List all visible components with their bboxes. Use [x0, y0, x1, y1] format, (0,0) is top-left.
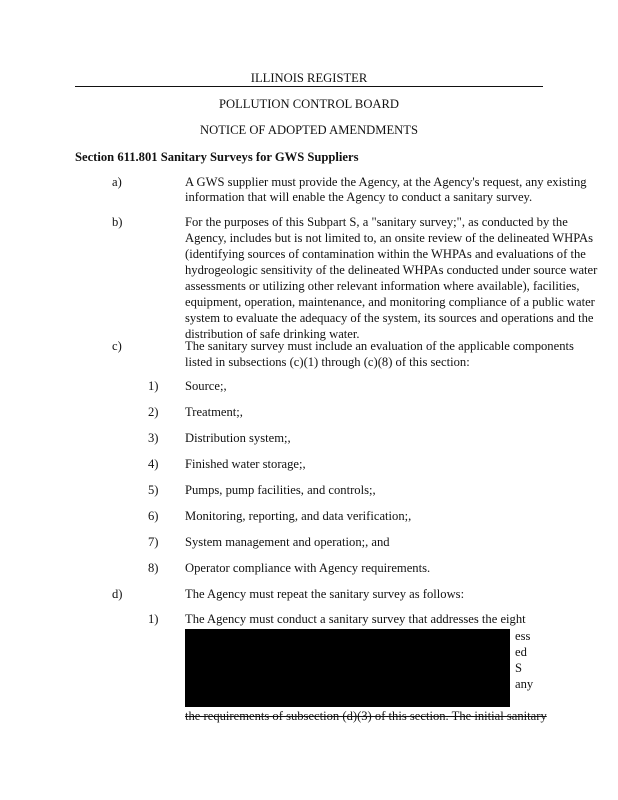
text-fragment: ess [515, 629, 531, 643]
notice-title: NOTICE OF ADOPTED AMENDMENTS [200, 123, 418, 137]
text-line: information that will enable the Agency to conduct a sanitary survey. [185, 190, 533, 204]
text-line: hydrogeologic sensitivity of the delineated WHPAs conducted under source water [185, 263, 598, 277]
header-rule [75, 86, 543, 87]
component-item: System management and operation;, and [185, 535, 390, 549]
component-item: Distribution system;, [185, 431, 291, 445]
text-fragment: any [515, 677, 534, 691]
component-item: Pumps, pump facilities, and controls;, [185, 483, 376, 497]
item-number: 7) [148, 535, 159, 549]
text-line: A GWS supplier must provide the Agency, at the Agency's request, any existing [185, 175, 587, 189]
item-number: 5) [148, 483, 159, 497]
item-number: 3) [148, 431, 159, 445]
component-item: Source;, [185, 379, 227, 393]
text-line: The sanitary survey must include an evaluation of the applicable components [185, 339, 574, 353]
item-number: 8) [148, 561, 159, 575]
component-item: Monitoring, reporting, and data verification;, [185, 509, 412, 523]
text-line: (identifying sources of contamination within the WHPAs and evaluations of the [185, 247, 586, 261]
subsection-label: c) [112, 339, 122, 353]
component-item: Finished water storage;, [185, 457, 306, 471]
text-line: equipment, operation, maintenance, and monitoring compliance of a public water [185, 295, 595, 309]
subsection-label: b) [112, 215, 123, 229]
text-line: The Agency must repeat the sanitary survey as follows: [185, 587, 465, 601]
item-number: 6) [148, 509, 159, 523]
text-fragment: ed [515, 645, 527, 659]
item-number: 1) [148, 612, 159, 626]
text-fragment: S [515, 661, 523, 675]
subsection-label: d) [112, 587, 123, 601]
text-line: system to evaluate the adequacy of the system, its sources and operations and the [185, 311, 594, 325]
text-line: The Agency must conduct a sanitary survey that addresses the eight [185, 612, 526, 626]
section-title: Section 611.801 Sanitary Surveys for GWS Suppliers [75, 150, 359, 164]
item-number: 1) [148, 379, 159, 393]
item-number: 4) [148, 457, 159, 471]
register-title: ILLINOIS REGISTER [250, 71, 368, 85]
text-line: For the purposes of this Subpart S, a "sanitary survey;", as conducted by the [185, 215, 568, 229]
component-item: Treatment;, [185, 405, 243, 419]
item-number: 2) [148, 405, 159, 419]
redaction-block [185, 629, 510, 707]
text-line: assessments or utilizing other relevant information where available), facilities, [185, 279, 580, 293]
text-line: listed in subsections (c)(1) through (c)(8) of this section: [185, 355, 470, 369]
subsection-label: a) [112, 175, 122, 189]
struck-text-line: the requirements of subsection (d)(3) of this section. The initial sanitary [185, 709, 547, 723]
text-line: Agency, includes but is not limited to, an onsite review of the delineated WHPAs [185, 231, 594, 245]
board-name: POLLUTION CONTROL BOARD [218, 97, 400, 111]
component-item: Operator compliance with Agency requirements. [185, 561, 431, 575]
text-line: distribution of safe drinking water. [185, 327, 360, 341]
